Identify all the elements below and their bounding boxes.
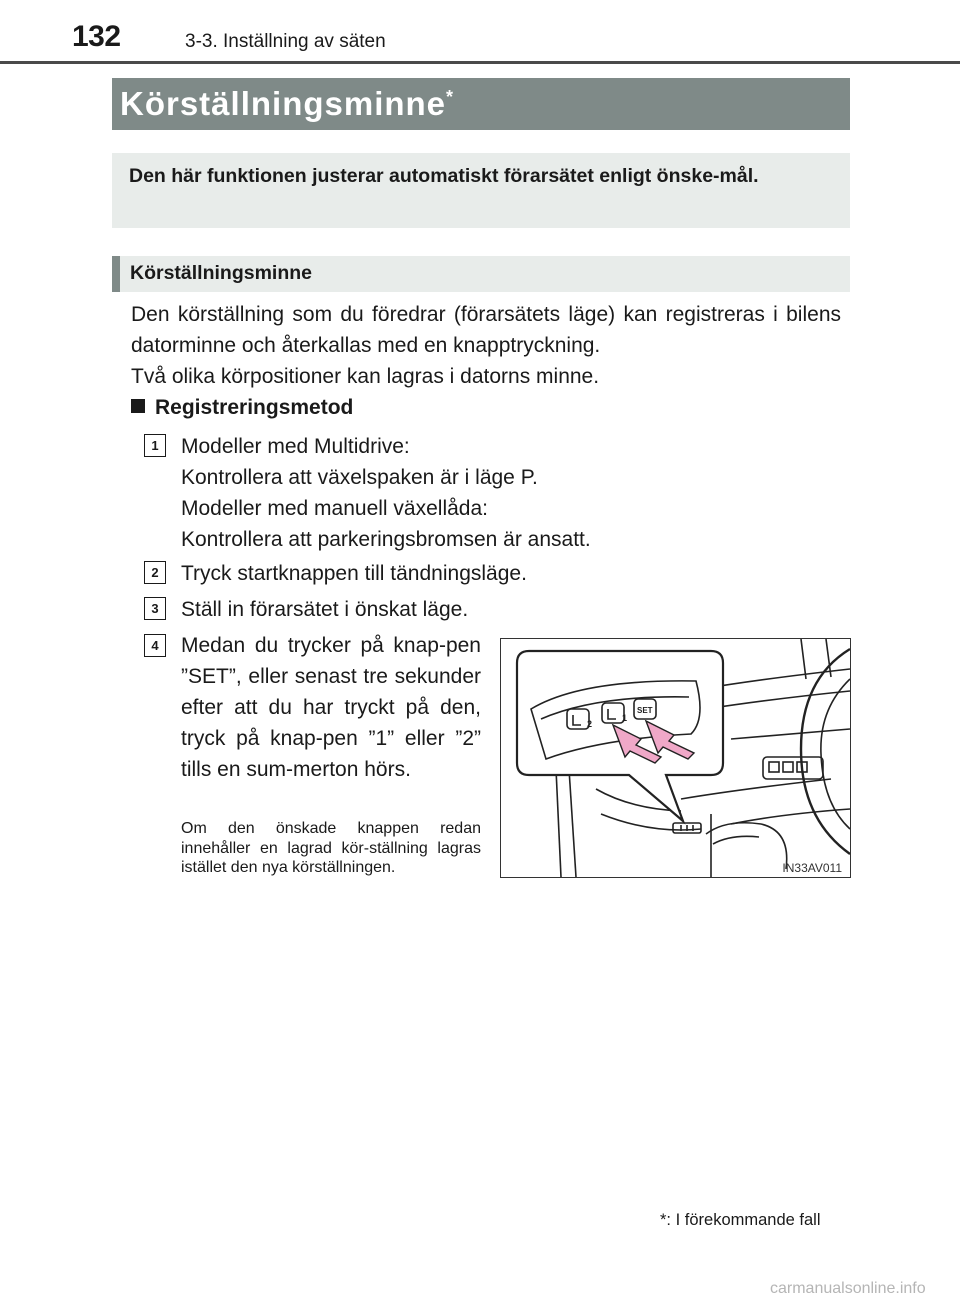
step-number-2: 2 (144, 561, 166, 584)
title-banner (112, 78, 850, 130)
subsection-bar (112, 256, 850, 292)
intro-box (112, 153, 850, 228)
step-1-line: Kontrollera att parkeringsbromsen är ansatt. (181, 528, 591, 551)
svg-text:SET: SET (637, 706, 653, 715)
square-bullet-icon (131, 399, 145, 413)
svg-text:2: 2 (587, 719, 593, 729)
intro-text: Den här funktionen justerar automatiskt förarsätet enligt önske-mål. (129, 165, 759, 187)
page-title: Körställningsminne * (120, 85, 455, 122)
step-number-4: 4 (144, 634, 166, 657)
subsection-marker (112, 256, 120, 292)
page-number: 132 (72, 20, 121, 53)
illustration-code: IN33AV011 (782, 861, 842, 875)
subsection-title: Körställningsminne (130, 262, 313, 284)
header-rule (0, 61, 960, 64)
description-paragraph: Den körställning som du föredrar (förarsätets läge) kan registreras i bilens datorminne och återkallas med en knapptryckning. (131, 303, 841, 357)
step-2-text: Tryck startknappen till tändningsläge. (181, 562, 527, 585)
step-number-1: 1 (144, 434, 166, 457)
section-header: 3-3. Inställning av säten (185, 31, 386, 52)
svg-text:1: 1 (622, 713, 628, 723)
step-3-text: Ställ in förarsätet i önskat läge. (181, 598, 469, 621)
step-4-text: Medan du trycker på knap-pen ”SET”, eller senast tre sekunder efter att du har tryckt på den, tryck på knap-pen ”1” eller ”2” tills en sum-merton hörs. (181, 634, 481, 781)
title-asterisk: * (446, 87, 455, 107)
step-1-line: Modeller med Multidrive: (181, 435, 410, 458)
step-1-line: Kontrollera att växelspaken är i läge P. (181, 466, 538, 489)
step-1-line: Modeller med manuell växellåda: (181, 497, 488, 520)
footnote: *: I förekommande fall (660, 1211, 821, 1229)
step-number-3: 3 (144, 597, 166, 620)
illustration-drawing (501, 639, 850, 877)
method-heading: Registreringsmetod (131, 396, 353, 420)
watermark: carmanualsonline.info (770, 1280, 926, 1297)
memory-capacity-paragraph: Två olika körpositioner kan lagras i datorns minne. (131, 365, 600, 388)
step-4-note: Om den önskade knappen redan innehåller en lagrad kör-ställning lagras istället den nya körställningen. (181, 820, 481, 876)
seat-memory-illustration (500, 638, 851, 878)
